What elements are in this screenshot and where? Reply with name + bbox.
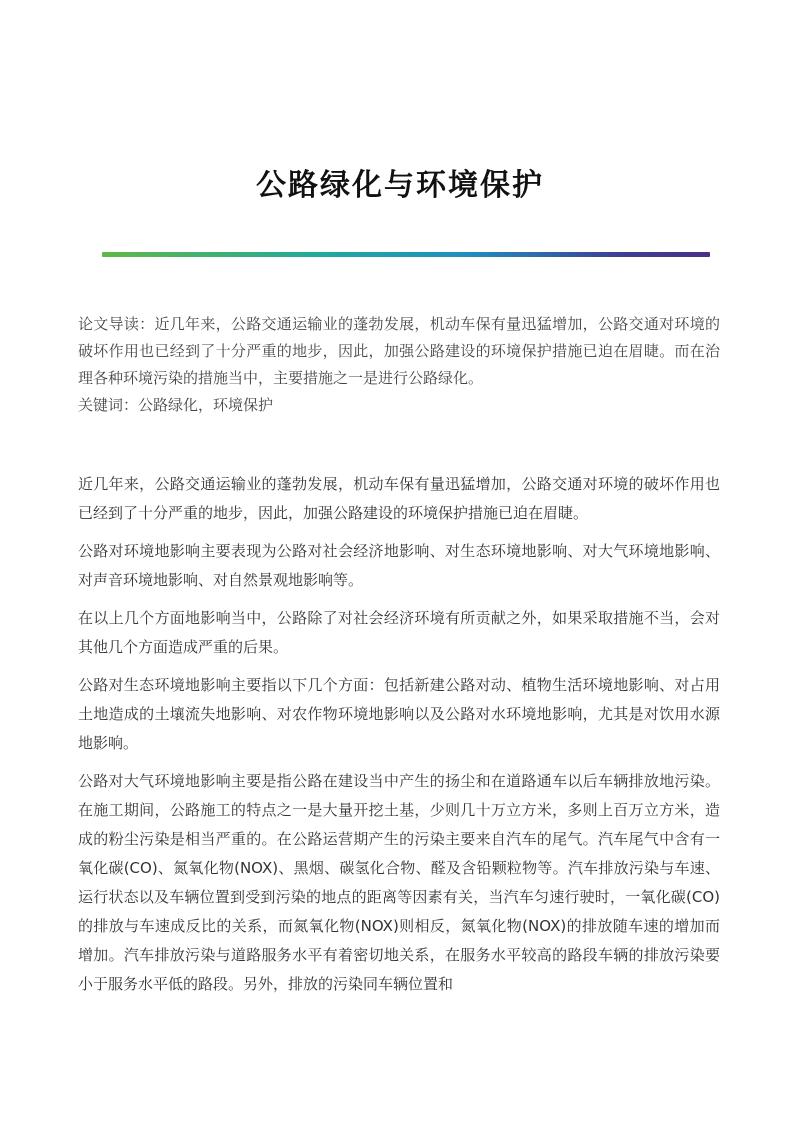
body-text bbox=[78, 470, 720, 1008]
title-divider bbox=[102, 252, 710, 257]
abstract-section bbox=[78, 311, 720, 419]
keywords-text: 关键词：公路绿化，环境保护 bbox=[78, 396, 274, 414]
abstract-text: 论文导读：近几年来，公路交通运输业的蓬勃发展，机动车保有量迅猛增加，公路交通对环境的破坏作用也已经到了十分严重的地步，因此，加强公路建设的环境保护措施已迫在眉睫。而在治理各种环境污染的措施当中，主要措施之一是进行公路绿化。 bbox=[78, 315, 720, 387]
body-paragraph: 公路对环境地影响主要表现为公路对社会经济地影响、对生态环境地影响、对大气环境地影响、对声音环境地影响、对自然景观地影响等。 bbox=[78, 542, 720, 589]
body-paragraph: 公路对生态环境地影响主要指以下几个方面：包括新建公路对动、植物生活环境地影响、对占用土地造成的土壤流失地影响、对农作物环境地影响以及公路对水环境地影响，尤其是对饮用水源地影响。 bbox=[78, 676, 720, 752]
body-paragraph: 在以上几个方面地影响当中，公路除了对社会经济环境有所贡献之外，如果采取措施不当，会对其他几个方面造成严重的后果。 bbox=[78, 609, 720, 656]
body-paragraph: 公路对大气环境地影响主要是指公路在建设当中产生的扬尘和在道路通车以后车辆排放地污染。在施工期间，公路施工的特点之一是大量开挖土基，少则几十万立方米，多则上百万立方米，造成的粉尘污染是相当严重的。在公路运营期产生的污染主要来自汽车的尾气。汽车尾气中含有一氧化碳(CO)、氮氧化物(NOX)、黑烟、碳氢化合物、醛及含铅颗粒物等。汽车排放污染与车速、运行状态以及车辆位置到受到污染的地点的距离等因素有关，当汽车匀速行驶时，一氧化碳(CO)的排放与车速成反比的关系，而氮氧化物(NOX)则相反，氮氧化物(NOX)的排放随车速的增加而增加。汽车排放污染与道路服务水平有着密切地关系，在服务水平较高的路段车辆的排放污染要小于服务水平低的路段。另外，排放的污染同车辆位置和 bbox=[78, 772, 720, 993]
body-paragraph: 近几年来，公路交通运输业的蓬勃发展，机动车保有量迅猛增加，公路交通对环境的破坏作用也已经到了十分严重的地步，因此，加强公路建设的环境保护措施已迫在眉睫。 bbox=[78, 475, 720, 522]
document-title: 公路绿化与环境保护 bbox=[256, 168, 544, 203]
